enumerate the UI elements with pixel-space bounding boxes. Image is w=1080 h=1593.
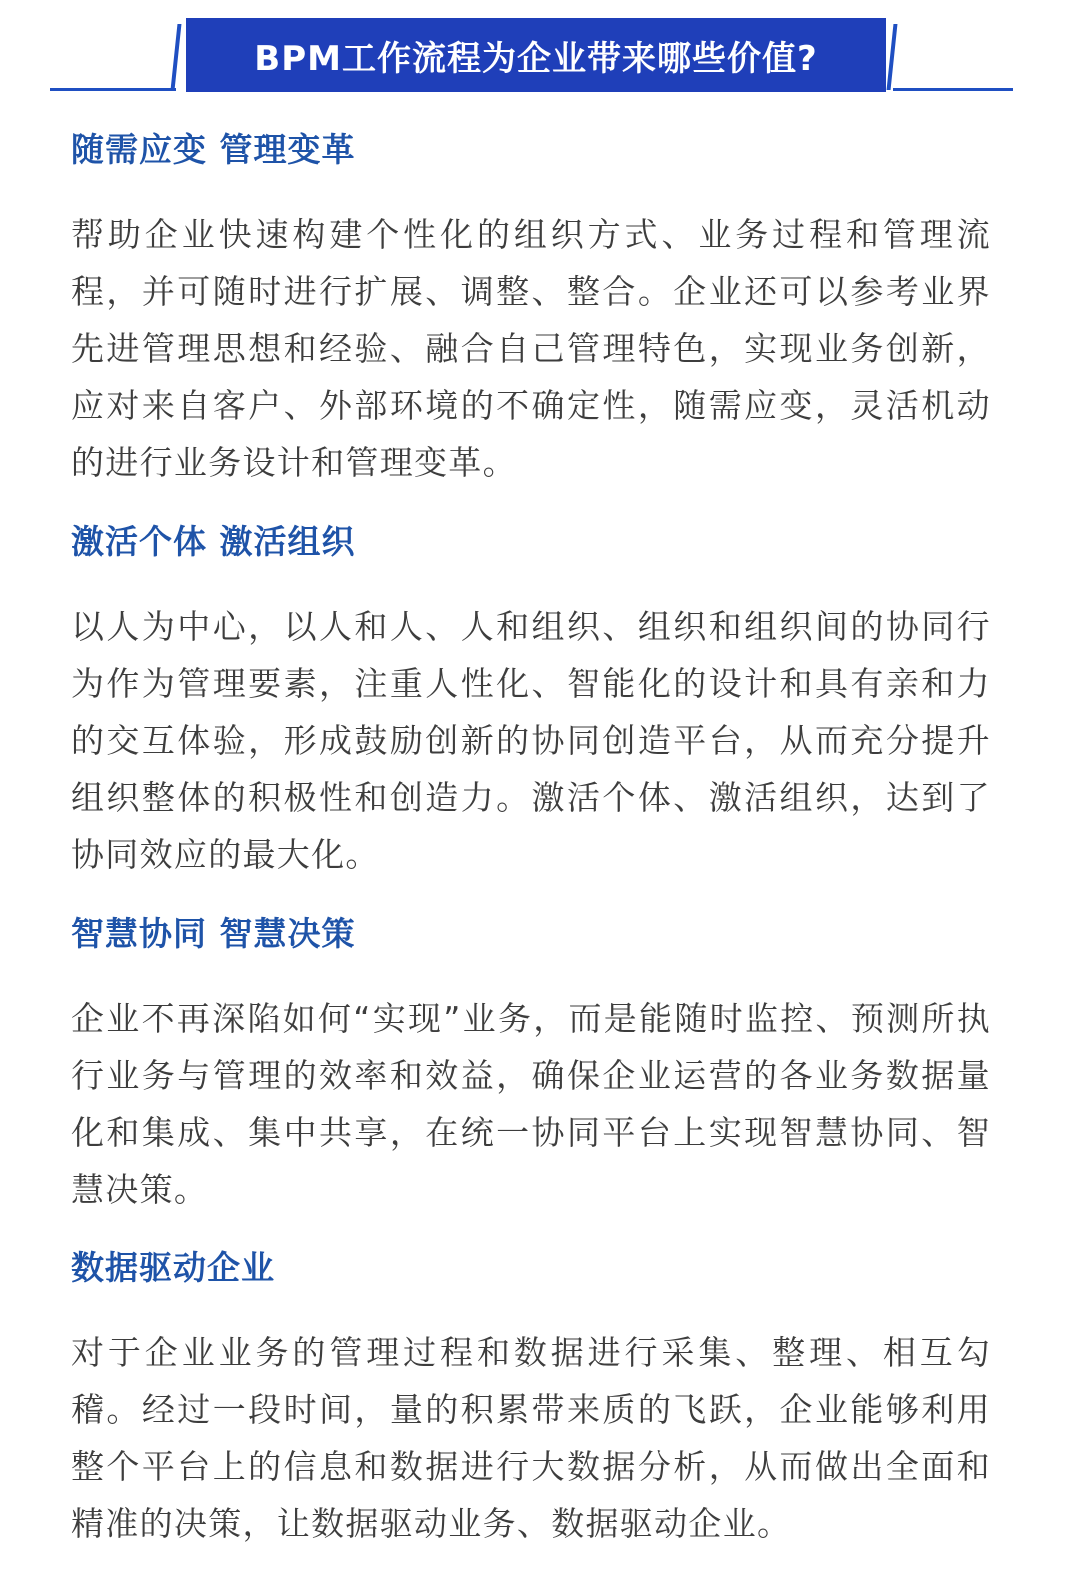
page-title: BPM工作流程为企业带来哪些价值? — [254, 38, 818, 79]
section-title: 智慧协同 智慧决策 — [71, 914, 356, 953]
header-banner — [0, 18, 1080, 98]
section-agility — [71, 130, 991, 491]
section-body: 帮助企业快速构建个性化的组织方式、业务过程和管理流程，并可随时进行扩展、调整、整合。企业还可以参考业界先进管理思想和经验、融合自己管理特色，实现业务创新，应对来自客户、外部环境的不确定性，随需应变，灵活机动的进行业务设计和管理变革。 — [71, 215, 991, 482]
header-divider-left — [50, 88, 176, 91]
header-divider-right — [893, 88, 1013, 91]
section-body: 企业不再深陷如何“实现”业务，而是能随时监控、预测所执行业务与管理的效率和效益，确保企业运营的各业务数据量化和集成、集中共享，在统一协同平台上实现智慧协同、智慧决策。 — [71, 999, 991, 1209]
header-slash-right — [887, 24, 898, 90]
section-activation — [71, 522, 991, 883]
header-slash-left — [171, 24, 182, 90]
section-title: 激活个体 激活组织 — [71, 522, 356, 561]
section-smart-collaboration — [71, 914, 991, 1218]
section-body: 以人为中心，以人和人、人和组织、组织和组织间的协同行为作为管理要素，注重人性化、智能化的设计和具有亲和力的交互体验，形成鼓励创新的协同创造平台，从而充分提升组织整体的积极性和创造力。激活个体、激活组织，达到了协同效应的最大化。 — [71, 607, 991, 874]
section-title: 数据驱动企业 — [71, 1248, 275, 1287]
header-title-box — [186, 18, 886, 92]
section-title: 随需应变 管理变革 — [71, 130, 356, 169]
section-body: 对于企业业务的管理过程和数据进行采集、整理、相互勾稽。经过一段时间，量的积累带来质的飞跃，企业能够利用整个平台上的信息和数据进行大数据分析，从而做出全面和精准的决策，让数据驱动业务、数据驱动企业。 — [71, 1333, 991, 1543]
section-data-driven — [71, 1248, 991, 1552]
